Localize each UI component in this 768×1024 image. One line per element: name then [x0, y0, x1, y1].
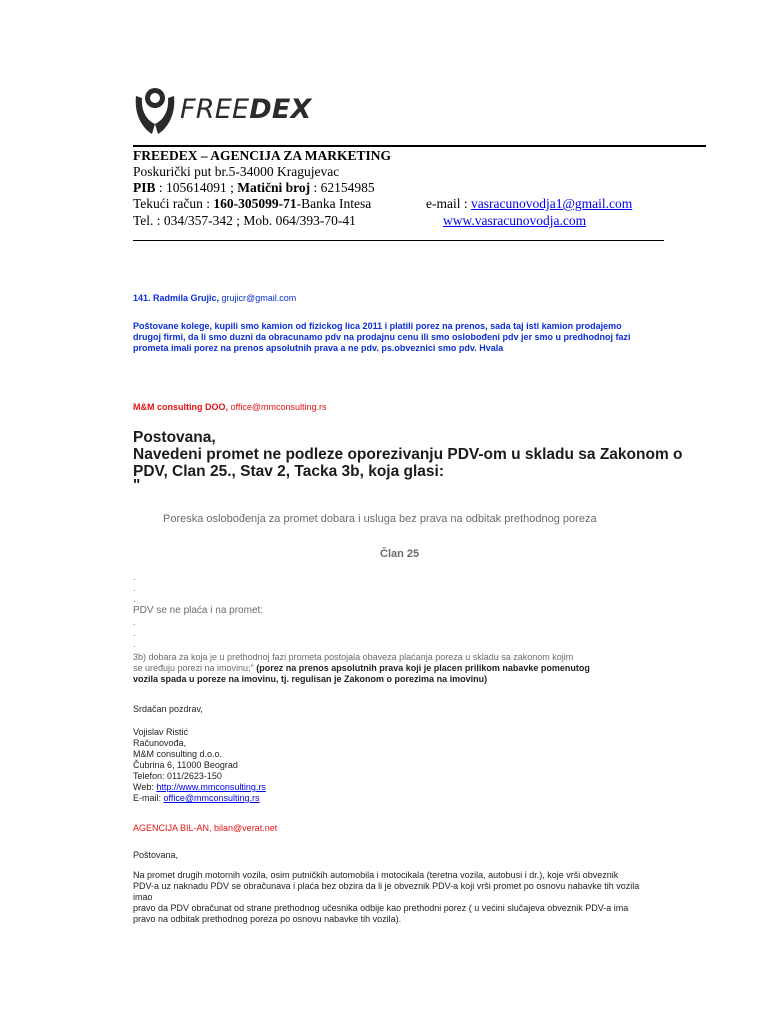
signature-title: Računovođa,: [133, 738, 187, 748]
signature-address: Čubrina 6, 11000 Beograd: [133, 760, 238, 770]
signature-company: M&M consulting d.o.o.: [133, 749, 223, 759]
dot-1: .: [133, 572, 136, 582]
question-line-3: prometa imali porez na prenos apsolutnih prava a ne pdv. ps.obveznici smo pdv. Hvala: [133, 343, 504, 353]
signature-web: Web: http://www.mmconsulting.rs: [133, 782, 266, 792]
answer1-big-line-3: PDV, Clan 25., Stav 2, Tacka 3b, koja glasi:: [133, 463, 445, 480]
divider-top: [133, 145, 706, 147]
divider-bottom: [133, 240, 664, 241]
freedex-person-icon: [132, 84, 178, 136]
tax-ids: PIB : 105614091 ; Matični broj : 62154985: [133, 180, 375, 195]
dot-3: .: [133, 594, 136, 604]
answer2-line-3: imao: [133, 892, 153, 902]
item-3b-line-3: vozila spada u poreze na imovinu, tj. regulisan je Zakonom o porezima na imovinu): [133, 674, 488, 684]
item-3b-line-1: 3b) dobara za koja je u prethodnoj fazi prometa postojala obaveza plaćanja poreza u skladu sa zakonom kojim: [133, 652, 574, 662]
phone-line: Tel. : 034/357-342 ; Mob. 064/393-70-41: [133, 213, 356, 228]
answer1-company: M&M consulting DOO, office@mmconsulting.rs: [133, 402, 327, 412]
answer2-line-5: pravo na odbitak prethodnog poreza po osnovu nabavke tih vozila).: [133, 914, 402, 924]
answer2-line-2: PDV-a uz naknadu PDV se obračunava i plaća bez obzira da li je obveznik PDV-a koji vrši promet po osnovu nabavke tih vozila: [133, 881, 640, 891]
bank-account: Tekući račun : 160-305099-71-Banka Intesa: [133, 196, 372, 211]
item-3b-line-2: se uređuju porezi na imovinu;" (porez na prenos apsolutnih prava koji je placen prilikom nabavke pomenutog: [133, 663, 590, 673]
website-link[interactable]: www.vasracunovodja.com: [443, 213, 587, 228]
signature-email-link[interactable]: office@mmconsulting.rs: [163, 793, 260, 803]
dot-5: .: [133, 628, 136, 638]
email-link[interactable]: vasracunovodja1@gmail.com: [470, 196, 633, 211]
closing: Srdačan pozdrav,: [133, 704, 203, 714]
signature-email: E-mail: office@mmconsulting.rs: [133, 793, 260, 803]
signature-name: Vojislav Ristić: [133, 727, 189, 737]
dot-6: .: [133, 639, 136, 649]
answer1-big-line-2: Navedeni promet ne podleze oporezivanju PDV-om u skladu sa Zakonom o: [133, 446, 683, 463]
pdv-line: PDV se ne plaća i na promet:: [133, 605, 264, 616]
answer1-big-line-1: Postovana,: [133, 429, 216, 446]
answer1-big-line-4: ": [133, 477, 141, 494]
answer2-company: AGENCIJA BIL-AN, bilan@verat.net: [133, 823, 278, 833]
answer2-greeting: Poštovana,: [133, 850, 179, 860]
dot-2: .: [133, 583, 136, 593]
email-line: e-mail : vasracunovodja1@gmail.com: [426, 196, 633, 211]
question-author: 141. Radmila Grujic, grujicr@gmail.com: [133, 293, 297, 303]
logo-wordmark: FREEDEX: [180, 94, 312, 125]
answer2-line-1: Na promet drugih motornih vozila, osim putničkih automobila i motocikala (teretna vozila, autobusi i dr.), koje vrši obveznik: [133, 870, 619, 880]
question-line-1: Poštovane kolege, kupili smo kamion od fizickog lica 2011 i platili porez na prenos, sada taj isti kamion prodajemo: [133, 321, 622, 331]
signature-phone: Telefon: 011/2623-150: [133, 771, 222, 781]
web-link[interactable]: http://www.mmconsulting.rs: [156, 782, 266, 792]
answer2-line-4: pravo da PDV obračunat od strane prethodnog učesnika odbije kao prethodni porez ( u većini slučajeva obveznik PDV-a ima: [133, 903, 629, 913]
section-title: Poreska oslobođenja za promet dobara i usluga bez prava na odbitak prethodnog poreza: [163, 513, 597, 525]
article-title: Član 25: [380, 548, 420, 560]
dot-4: .: [133, 617, 136, 627]
question-line-2: drugoj firmi, da li smo duzni da obracunamo pdv na prodajnu cenu ili smo oslobođeni pdv jer smo u predhodnoj fazi: [133, 332, 631, 342]
company-address: Poskurički put br.5-34000 Kragujevac: [133, 164, 340, 179]
company-name: FREEDEX – AGENCIJA ZA MARKETING: [133, 148, 392, 163]
